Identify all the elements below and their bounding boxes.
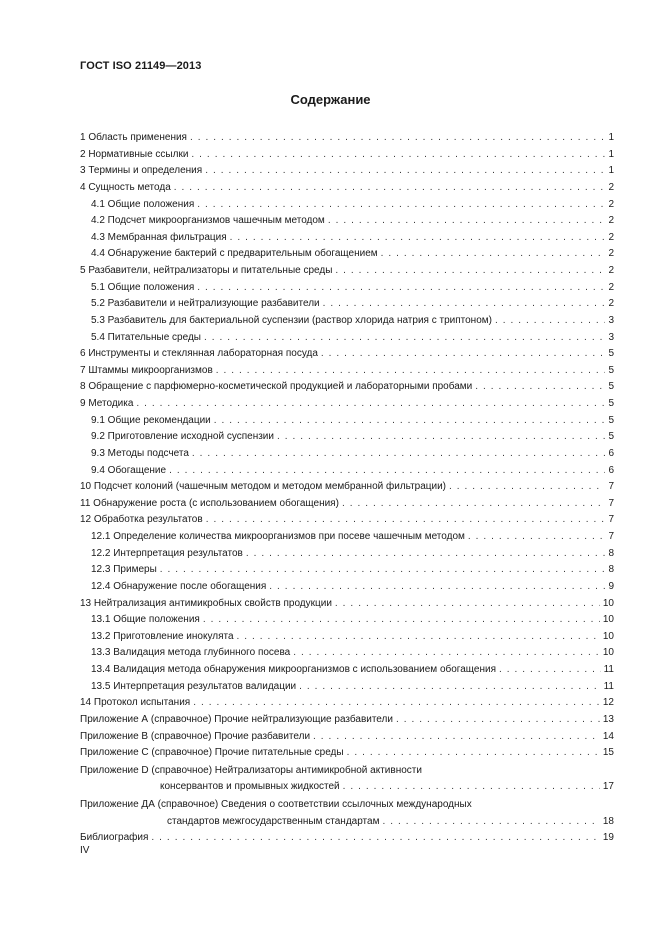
dot-leader (475, 379, 605, 396)
toc-entry-label: 2 Нормативные ссылки (80, 148, 189, 160)
toc-entry-label: 13 Нейтрализация антимикробных свойств продукции (80, 597, 332, 609)
toc-entry[interactable] (80, 763, 614, 796)
toc-entry-label: 12.4 Обнаружение после обогащения (91, 580, 267, 592)
toc-entry-label: 10 Подсчет колоний (чашечным методом и методом мембранной фильтрации) (80, 481, 447, 493)
dot-leader (299, 679, 600, 696)
toc-entry[interactable] (80, 729, 614, 746)
toc-entry-label: 1 Область применения (80, 132, 187, 143)
toc-entry-page: 1 (608, 132, 614, 143)
document-designation: ГОСТ ISO 21149—2013 (80, 60, 202, 72)
toc-entry-page: 2 (608, 231, 614, 243)
toc-subentry[interactable] (80, 562, 614, 579)
toc-entry-label: 13.5 Интерпретация результатов валидации (91, 680, 297, 692)
toc-entry-label: 4.1 Общие положения (91, 198, 195, 210)
toc-entry-page: 2 (608, 181, 614, 193)
dot-leader (214, 413, 606, 430)
toc-entry-label: 4 Сущность метода (80, 181, 171, 193)
toc-entry-label: 6 Инструменты и стеклянная лабораторная посуда (80, 348, 318, 360)
dot-leader (495, 313, 605, 330)
toc-entry-label: 4.3 Мембранная фильтрация (91, 231, 227, 243)
toc-entry-page: 5 (608, 398, 614, 409)
dot-leader (197, 280, 605, 297)
toc-entry-page: 3 (608, 331, 614, 343)
toc-subentry[interactable] (80, 313, 614, 330)
toc-entry-label: 9.1 Общие рекомендации (91, 414, 211, 426)
toc-entry-page: 2 (608, 298, 614, 310)
dot-leader (197, 197, 605, 214)
dot-leader (206, 512, 606, 529)
toc-entry-page: 10 (602, 647, 614, 659)
toc-entry-label: 12.3 Примеры (91, 564, 157, 576)
toc-entry[interactable] (80, 363, 614, 380)
dot-leader (190, 130, 605, 147)
toc-entry-page: 10 (602, 614, 614, 626)
dot-leader (277, 429, 605, 446)
toc-entry-label: 5 Разбавители, нейтрализаторы и питательные среды (80, 265, 333, 276)
toc-entry-page: 11 (603, 680, 614, 692)
toc-subentry[interactable] (80, 629, 614, 646)
toc-entry-label: 13.1 Общие положения (91, 614, 200, 626)
toc-entry-page: 1 (608, 165, 614, 177)
toc-subentry[interactable] (80, 413, 614, 430)
dot-leader (323, 296, 606, 313)
toc-entry-page: 2 (608, 215, 614, 227)
dot-leader (246, 546, 606, 563)
toc-entry-label: 5.2 Разбавители и нейтрализующие разбавители (91, 298, 320, 310)
toc-entry[interactable] (80, 745, 614, 762)
dot-leader (342, 496, 606, 513)
toc-subentry[interactable] (80, 579, 614, 596)
toc-entry-page: 9 (608, 580, 614, 592)
dot-leader (499, 662, 601, 679)
dot-leader (468, 529, 606, 546)
toc-subentry[interactable] (80, 463, 614, 480)
dot-leader (335, 596, 600, 613)
dot-leader (204, 330, 605, 347)
toc-entry-label: 9 Методика (80, 398, 134, 409)
toc-entry[interactable] (80, 479, 614, 496)
toc-subentry[interactable] (80, 296, 614, 313)
toc-entry-page: 7 (608, 531, 614, 542)
dot-leader (191, 147, 605, 164)
toc-entry-page: 5 (608, 431, 614, 443)
toc-entry-page: 3 (608, 314, 614, 326)
toc-entry-label: 9.2 Приготовление исходной суспензии (91, 431, 274, 443)
toc-entry-page: 12 (602, 697, 614, 709)
toc-subentry[interactable] (80, 645, 614, 662)
dot-leader (151, 830, 599, 847)
toc-entry-label: 14 Протокол испытания (80, 697, 191, 709)
toc-entry-page: 10 (602, 630, 614, 642)
toc-entry-label: 13.3 Валидация метода глубинного посева (91, 647, 291, 659)
toc-entry-page: 19 (602, 832, 614, 844)
toc-entry-label: 8 Обращение с парфюмерно-косметической продукцией и лабораторными пробами (80, 381, 473, 393)
toc-entry-label: 12.2 Интерпретация результатов (91, 547, 243, 559)
dot-leader (382, 814, 599, 831)
toc-subentry[interactable] (80, 280, 614, 297)
dot-leader (203, 612, 600, 629)
toc-entry-page: 2 (608, 265, 614, 276)
dot-leader (160, 562, 606, 579)
dot-leader (396, 712, 600, 729)
toc-entry[interactable] (80, 496, 614, 513)
toc-subentry[interactable] (80, 446, 614, 463)
toc-subentry[interactable] (80, 213, 614, 230)
toc-subentry[interactable] (80, 612, 614, 629)
toc-entry[interactable] (80, 396, 614, 413)
toc-entry-label: 3 Термины и определения (80, 165, 203, 177)
toc-entry-page: 6 (608, 447, 614, 459)
toc-entry[interactable] (80, 512, 614, 529)
toc-entry[interactable] (80, 180, 614, 197)
table-of-contents (80, 130, 614, 847)
toc-entry-page: 13 (602, 713, 614, 725)
toc-entry-label: 9.4 Обогащение (91, 464, 167, 476)
toc-entry[interactable] (80, 346, 614, 363)
toc-entry-page: 5 (608, 381, 614, 393)
dot-leader (192, 446, 606, 463)
toc-entry-page: 17 (602, 781, 614, 793)
toc-subentry[interactable] (80, 529, 614, 546)
toc-entry[interactable] (80, 797, 614, 830)
toc-entry-page: 14 (602, 730, 614, 742)
dot-leader (449, 479, 605, 496)
toc-entry-label: Приложение В (справочное) Прочие разбавители (80, 730, 311, 742)
toc-subentry[interactable] (80, 330, 614, 347)
dot-leader (205, 163, 605, 180)
dot-leader (335, 263, 605, 280)
toc-entry-page: 18 (602, 815, 614, 827)
toc-entry-label: 13.4 Валидация метода обнаружения микроорганизмов с использованием обогащения (91, 664, 496, 675)
toc-entry-label: 11 Обнаружение роста (с использованием обогащения) (80, 497, 339, 509)
dot-leader (169, 463, 605, 480)
toc-entry-label: 13.2 Приготовление инокулята (91, 630, 234, 642)
toc-entry-label: 12.1 Определение количества микроорганизмов при посеве чашечным методом (91, 531, 465, 542)
toc-title: Содержание (290, 92, 371, 107)
toc-subentry[interactable] (80, 246, 614, 263)
toc-entry-page: 7 (608, 497, 614, 509)
dot-leader (136, 396, 605, 413)
page-number: IV (80, 845, 90, 856)
dot-leader (216, 363, 606, 380)
toc-entry-label: 4.2 Подсчет микроорганизмов чашечным методом (91, 215, 325, 227)
toc-entry-page: 2 (608, 281, 614, 293)
toc-subentry[interactable] (80, 429, 614, 446)
toc-entry-page: 8 (608, 547, 614, 559)
dot-leader (174, 180, 606, 197)
toc-entry-page: 7 (608, 481, 614, 493)
toc-entry-label-continued: стандартов межгосударственным стандартам (167, 815, 380, 827)
toc-entry-page: 5 (608, 414, 614, 426)
toc-subentry[interactable] (80, 546, 614, 563)
dot-leader (321, 346, 606, 363)
toc-entry-page: 8 (608, 564, 614, 576)
toc-entry-label-continued: консервантов и промывных жидкостей (160, 781, 340, 793)
toc-subentry[interactable] (80, 662, 614, 679)
dot-leader (313, 729, 600, 746)
toc-entry[interactable] (80, 596, 614, 613)
toc-entry-label: 4.4 Обнаружение бактерий с предварительным обогащением (91, 248, 378, 260)
dot-leader (293, 645, 600, 662)
toc-entry-page: 10 (602, 597, 614, 609)
toc-entry[interactable] (80, 712, 614, 729)
dot-leader (230, 230, 606, 247)
toc-entry-page: 11 (603, 664, 614, 675)
dot-leader (347, 745, 600, 762)
toc-entry-page: 1 (608, 148, 614, 160)
toc-entry-label: Приложение С (справочное) Прочие питательные среды (80, 747, 344, 759)
toc-entry-label: 5.1 Общие положения (91, 281, 195, 293)
dot-leader (381, 246, 606, 263)
toc-entry-label: Библиография (80, 832, 149, 844)
toc-entry[interactable] (80, 147, 614, 164)
toc-entry[interactable] (80, 263, 614, 280)
toc-entry-label: 5.3 Разбавитель для бактериальной суспензии (раствор хлорида натрия с триптоном) (91, 314, 492, 326)
toc-entry-page: 15 (602, 747, 614, 759)
toc-entry[interactable] (80, 830, 614, 847)
dot-leader (193, 695, 600, 712)
toc-entry[interactable] (80, 130, 614, 147)
toc-subentry[interactable] (80, 230, 614, 247)
toc-entry-page: 7 (608, 514, 614, 526)
dot-leader (269, 579, 605, 596)
toc-entry[interactable] (80, 163, 614, 180)
toc-entry-label: 5.4 Питательные среды (91, 331, 201, 343)
toc-entry-page: 5 (608, 348, 614, 360)
toc-entry-label: 7 Штаммы микроорганизмов (80, 364, 213, 376)
toc-subentry[interactable] (80, 679, 614, 696)
dot-leader (328, 213, 606, 230)
toc-entry-page: 2 (608, 248, 614, 260)
toc-entry-label: Приложение D (справочное) Нейтрализаторы антимикробной активности (80, 764, 422, 776)
toc-subentry[interactable] (80, 197, 614, 214)
toc-entry-label: 9.3 Методы подсчета (91, 447, 189, 459)
toc-entry-page: 5 (608, 364, 614, 376)
toc-entry-label: 12 Обработка результатов (80, 514, 203, 526)
toc-entry-label: Приложение А (справочное) Прочие нейтрализующие разбавители (80, 713, 393, 725)
toc-entry-label: Приложение ДА (справочное) Сведения о соответствии ссылочных международных (80, 799, 472, 810)
toc-entry[interactable] (80, 695, 614, 712)
toc-entry[interactable] (80, 379, 614, 396)
dot-leader (237, 629, 600, 646)
toc-entry-page: 2 (608, 198, 614, 210)
dot-leader (343, 779, 600, 796)
toc-entry-page: 6 (608, 464, 614, 476)
